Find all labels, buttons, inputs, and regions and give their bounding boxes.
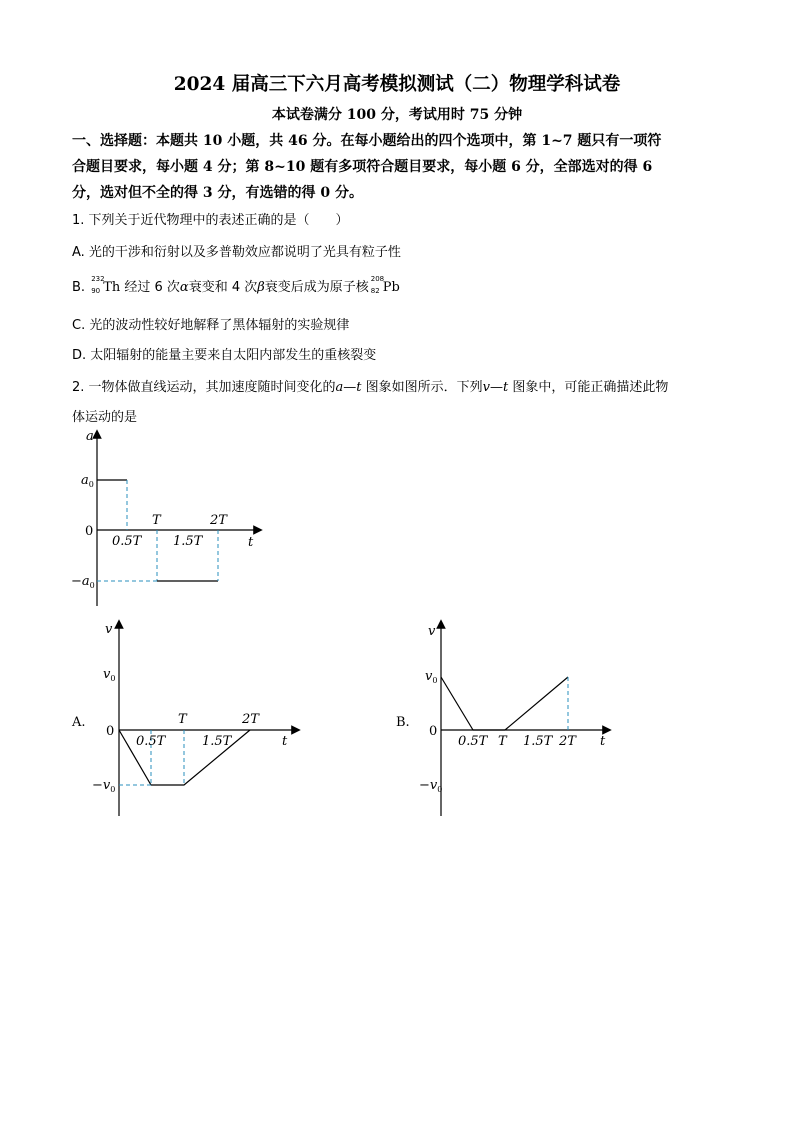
b-option-label: B. [396,715,410,730]
section-instructions-line2: 合题目要求，每小题 4 分；第 8~10 题有多项符合题目要求，每小题 6 分，全部选对的得 6 [72,159,653,175]
a-y-label: v [105,622,113,637]
exam-subtitle: 本试卷满分 100 分，考试用时 75 分钟 [271,107,523,123]
b-y-label: v [428,624,436,639]
at-y-label: a [86,429,94,444]
at-origin-label: 0 [85,524,94,539]
q2-stem-part3: 图象中，可能正确描述此物 [508,380,669,395]
at-tick-15T: 1.5T [173,534,203,549]
alpha-symbol: α [179,280,189,295]
q2-stem-part2: 图象如图所示．下列 [361,380,483,395]
b-tick-2T: 2T [559,734,576,749]
b-neg-v0-label: $-v_0$ [419,778,443,794]
acceleration-time-graph [70,426,270,616]
option-b-velocity-graph [392,618,622,823]
b-tick-05T: 0.5T [458,734,488,749]
option-b-prefix: B. [72,280,90,295]
a-tick-2T: 2T [242,712,259,727]
a-x-label: t [282,734,288,749]
b-velocity-rise [505,677,568,730]
b-x-label: t [600,734,606,749]
b-origin-label: 0 [429,724,438,739]
thorium-atomic-number: 90 [91,287,101,295]
a-origin-label: 0 [106,724,115,739]
a-option-label: A. [72,715,86,730]
a-v0-label: $v_0$ [103,667,116,683]
a-tick-T: T [178,712,187,727]
a-neg-v0-label: $-v_0$ [92,778,116,794]
beta-symbol: β [257,280,265,295]
question-1-stem: 1. 下列关于近代物理中的表述正确的是（ ） [72,213,349,228]
at-x-label: t [248,535,254,550]
at-tick-T: T [152,513,161,528]
question-2-stem-line1 [72,376,668,395]
option-b-text-3: 衰变后成为原子核 [264,280,369,295]
at-tick-05T: 0.5T [112,534,142,549]
question-2-stem-line2: 体运动的是 [72,410,138,425]
exam-title: 2024 届高三下六月高考模拟测试（二）物理学科试卷 [173,74,621,95]
at-tick-2T: 2T [210,513,227,528]
thorium-mass-number: 232 [91,275,105,283]
at-neg-a0-label: $-a_0$ [71,574,95,590]
section-instructions-line1: 一、选择题：本题共 10 小题，共 46 分。在每小题给出的四个选项中，第 1~7 题只有一项符 [72,133,662,149]
question-1-option-d: D. 太阳辐射的能量主要来自太阳内部发生的重核裂变 [72,348,377,363]
lead-mass-number: 208 [370,275,385,283]
section-instructions-line3: 分，选对但不全的得 3 分，有选错的得 0 分。 [72,185,363,201]
lead-nuclide [369,275,385,295]
at-a0-label: $a_0$ [81,473,94,489]
a-tick-15T: 1.5T [202,734,232,749]
option-b-text-2: 衰变和 4 次 [188,280,258,295]
b-tick-T: T [498,734,507,749]
question-1-option-b [72,276,400,295]
lead-symbol: Pb [382,280,400,295]
b-v0-label: $v_0$ [425,669,438,685]
option-a-velocity-graph [68,618,308,823]
b-tick-15T: 1.5T [523,734,553,749]
q2-at-label: a—t [335,380,362,395]
thorium-symbol: Th [103,280,121,295]
a-tick-05T: 0.5T [136,734,166,749]
option-b-text-1: 经过 6 次 [120,280,180,295]
q2-stem-part1: 2. 一物体做直线运动，其加速度随时间变化的 [72,380,336,395]
question-1-option-c: C. 光的波动性较好地解释了黑体辐射的实验规律 [72,318,350,333]
b-velocity-decline [441,677,473,730]
question-1-option-a: A. 光的干涉和衍射以及多普勒效应都说明了光具有粒子性 [72,245,401,260]
thorium-nuclide [89,275,105,295]
q2-vt-label: v—t [482,380,509,395]
lead-atomic-number: 82 [370,287,380,295]
